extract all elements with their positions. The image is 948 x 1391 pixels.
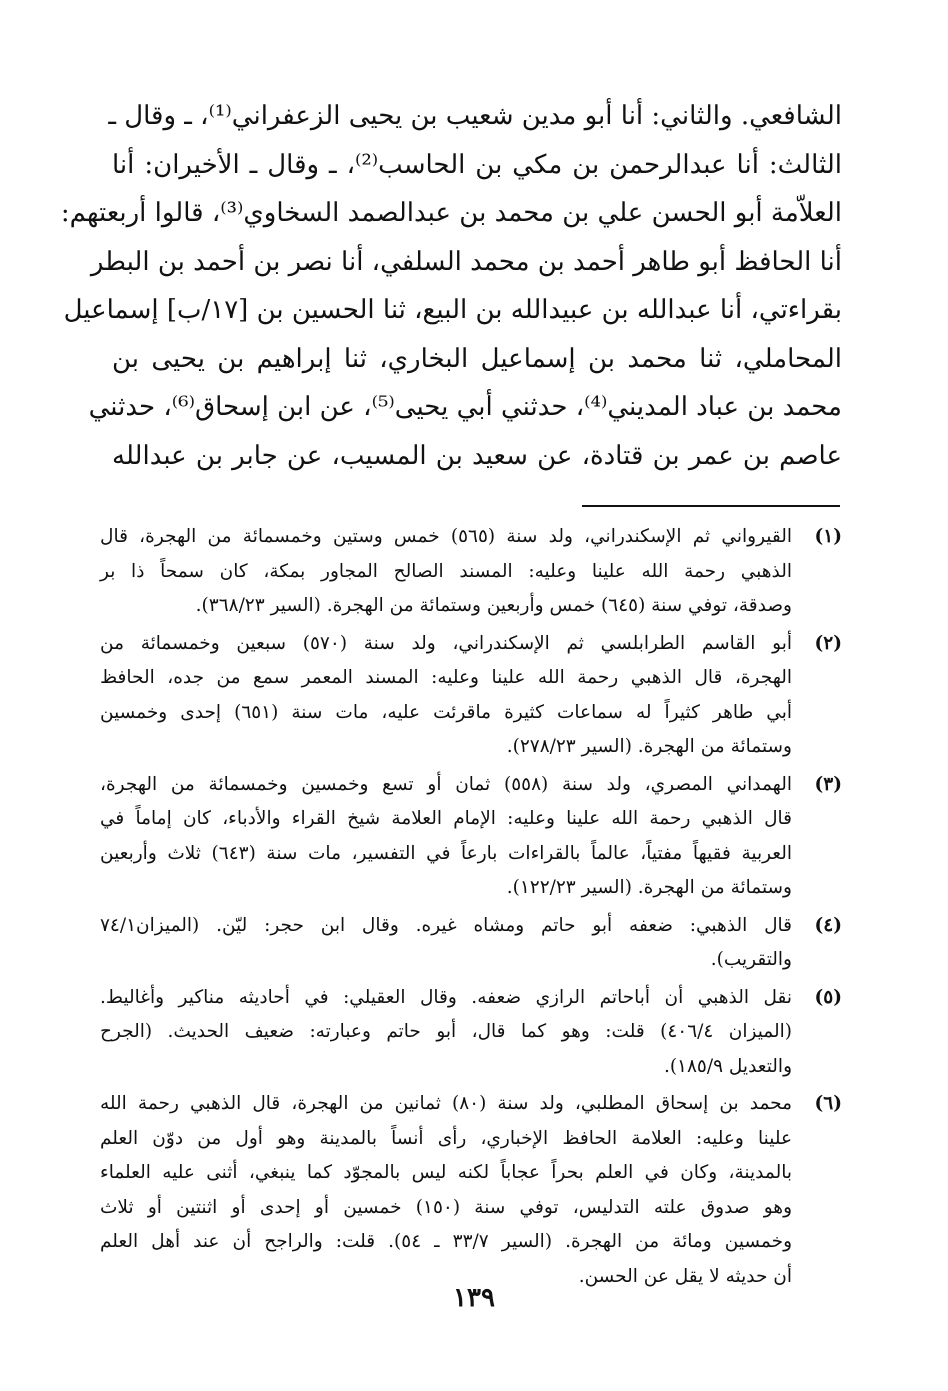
footnote-line: وصدقة، توفي سنة (٦٤٥) خمس وأربعين وستمائة من الهجرة. (السير ٣٦٨/٢٣). [195, 595, 792, 616]
main-text-line: أنا الحافظ أبو طاهر أحمد بن محمد السلفي، أنا نصر بن أحمد بن البطر [90, 246, 842, 277]
footnote-5 [100, 981, 842, 1085]
main-text-line: العلاّمة أبو الحسن علي بن محمد بن عبدالصمد السخاوي⁽³⁾، قالوا أربعتهم: [60, 198, 842, 228]
footnote-line: العربية فقيهاً مفتياً، عالماً بالقراءات بارعاً في التفسير، مات سنة (٦٤٣) ثلاث وأربعين [100, 842, 792, 864]
footnote-line: قال الذهبي رحمة الله علينا وعليه: الإمام العلامة شيخ القراء والأدباء، كان إماماً في [100, 808, 792, 829]
footnote-line: قال الذهبي: ضعفه أبو حاتم ومشاه غيره. وقال ابن حجر: ليّن. (الميزان٧٤/١ [100, 914, 792, 936]
footnote-3 [100, 768, 842, 906]
footnote-line: أبي طاهر كثيراً له سماعات كثيرة ماقرئت عليه، مات سنة (٦٥١) إحدى وخمسين [100, 701, 792, 723]
footnote-line: علينا وعليه: العلامة الحافظ الإخباري، رأى أنساً بالمدينة وهو أول من دوّن العلم [100, 1127, 792, 1149]
footnote-line: الهجرة، قال الذهبي رحمة الله علينا وعليه: المسند المعمر سمع من جده، الحافظ [100, 667, 792, 688]
footnote-line: الذهبي رحمة الله علينا وعليه: المسند الصالح المجاور بمكة، كان سمحاً ذا بر [100, 560, 792, 582]
footnote-line: وستمائة من الهجرة. (السير ١٢٢/٢٣). [506, 877, 792, 898]
footnotes-block [100, 520, 842, 1297]
footnote-1 [100, 520, 842, 624]
footnote-number: (٣) [814, 773, 842, 795]
main-text-line: الثالث: أنا عبدالرحمن بن مكي بن الحاسب⁽²⁾، ـ وقال ـ الأخيران: أنا [112, 149, 842, 180]
footnote-line: القيرواني ثم الإسكندراني، ولد سنة (٥٦٥) خمس وستين وخمسمائة من الهجرة، قال [100, 526, 793, 547]
footnote-line: والتعديل ١٨٥/٩). [663, 1055, 792, 1077]
footnote-2 [100, 627, 842, 765]
main-text-line: عاصم بن عمر بن قتادة، عن سعيد بن المسيب، عن جابر بن عبدالله [112, 440, 842, 471]
footnote-line: وهو صدوق علته التدليس، توفي سنة (١٥٠) خمسين أو إحدى أو اثنتين أو ثلاث [100, 1196, 792, 1218]
footnote-line: أن حديثه لا يقل عن الحسن. [578, 1265, 792, 1287]
main-text-line: الشافعي. والثاني: أنا أبو مدين شعيب بن يحيى الزعفراني⁽¹⁾، ـ وقال ـ [108, 101, 842, 131]
footnote-number: (١) [814, 526, 842, 547]
main-text-line: بقراءتي، أنا عبدالله بن عبيدالله بن البيع، ثنا الحسين بن [١٧/ب] إسماعيل [63, 295, 842, 325]
footnote-line: وستمائة من الهجرة. (السير ٢٧٨/٢٣). [506, 736, 792, 757]
footnote-number: (٤) [814, 914, 842, 936]
footnote-line: نقل الذهبي أن أباحاتم الرازي ضعفه. وقال العقيلي: في أحاديثه مناكير وأغاليط. [100, 986, 792, 1008]
footnote-line: بالمدينة، وكان في العلم بحراً عجاباً لكنه ليس بالمجوّد كما ينبغي، أثنى عليه العلماء [100, 1162, 792, 1183]
footnote-4 [100, 909, 842, 978]
footnote-line: محمد بن إسحاق المطلبي، ولد سنة (٨٠) ثمانين من الهجرة، قال الذهبي رحمة الله [100, 1093, 792, 1114]
footnote-line: (الميزان ٤٠٦/٤) قلت: وهو كما قال، أبو حاتم وعبارته: ضعيف الحديث. (الجرح [100, 1021, 792, 1042]
footnote-6 [100, 1087, 842, 1294]
footnote-line: أبو القاسم الطرابلسي ثم الإسكندراني، ولد سنة (٥٧٠) سبعين وخمسمائة من [100, 632, 792, 654]
footnote-line: الهمداني المصري، ولد سنة (٥٥٨) ثمان أو تسع وخمسين وخمسمائة من الهجرة، [100, 773, 792, 795]
footnote-number: (٦) [814, 1093, 842, 1114]
footnote-line: والتقريب). [710, 949, 792, 970]
footnote-number: (٥) [814, 986, 842, 1008]
footnote-separator [582, 505, 840, 507]
main-text-line: المحاملي، ثنا محمد بن إسماعيل البخاري، ثنا إبراهيم بن يحيى بن [112, 343, 842, 374]
page-number: ١٣٩ [453, 1283, 495, 1313]
main-text-line: محمد بن عباد المديني⁽⁴⁾، حدثني أبي يحيى⁽⁵⁾، عن ابن إسحاق⁽⁶⁾، حدثني [88, 392, 842, 422]
footnote-number: (٢) [814, 632, 842, 654]
main-text-block [60, 92, 842, 480]
footnote-line: وخمسين ومائة من الهجرة. (السير ٣٣/٧ ـ ٥٤). قلت: والراجح أن عند أهل العلم [100, 1231, 792, 1252]
